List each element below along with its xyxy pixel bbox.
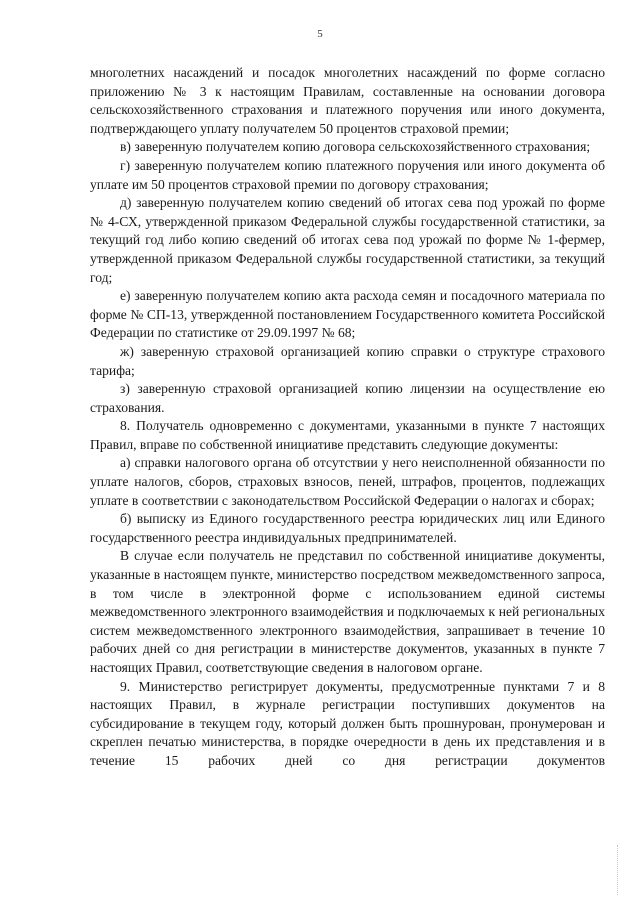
list-item-z: з) заверенную страховой организацией копию лицензии на осуществление ею страхования. (90, 381, 605, 415)
clause-8: 8. Получатель одновременно с документами, указанными в пункте 7 настоящих Правил, вправе по собственной инициативе представить следующие документы: (90, 418, 605, 452)
list-item-e: е) заверенную получателем копию акта расхода семян и посадочного материала по форме № СП-13, утвержденной постановлением Государственного комитета Российской Федерации по статистике от 29.09.1997 № 68; (90, 288, 605, 341)
margin-dots (617, 845, 624, 895)
list-item-g: г) заверенную получателем копию платежного поручения или иного документа об уплате им 50 процентов страховой премии по договору страхования; (90, 157, 605, 192)
clause-9: 9. Министерство регистрирует документы, предусмотренные пунктами 7 и 8 настоящих Правил, в журнале регистрации поступивших документов на субсидирование в текущем году, который должен быть прошнурован, пронумерован и скреплен печатью министерства, в порядке очередности в день их представления и в течение 15 рабочих дней со дня регистрации документов (90, 678, 605, 768)
document-body (90, 64, 605, 771)
list-item-b: б) выписку из Единого государственного реестра юридических лиц или Единого государственного реестра индивидуальных предпринимателей. (90, 511, 605, 545)
list-item-v: в) заверенную получателем копию договора сельскохозяйственного страхования; (120, 139, 591, 155)
list-item-zh: ж) заверенную страховой организацией копию справки о структуре страхового тарифа; (90, 343, 605, 378)
list-item-a: а) справки налогового органа об отсутствии у него неисполненной обязанности по уплате налогов, сборов, страховых взносов, пеней, штрафов, процентов, подлежащих уплате в соответствии с законодательством Российской Федерации о налогах и сборах; (90, 455, 605, 508)
paragraph-continuation: многолетних насаждений и посадок многолетних насаждений по форме согласно приложению № 3 к настоящим Правилам, составленные на основании договора сельскохозяйственного страхования и платежного поручения или иного документа, подтверждающего уплату получателем 50 процентов страховой премии; (90, 65, 605, 136)
page-number: 5 (317, 28, 323, 40)
clause-8-note: В случае если получатель не представил по собственной инициативе документы, указанные в настоящем пункте, министерство посредством межведомственного запроса, в том числе в электронной форме с использованием единой системы межведомственного электронного взаимодействия и подключаемых к ней региональных систем межведомственного электронного взаимодействия, запрашивает в течение 10 рабочих дней со дня регистрации в министерстве документов, указанных в пункте 7 настоящих Правил, соответствующие сведения в налоговом органе. (90, 548, 605, 675)
list-item-d: д) заверенную получателем копию сведений об итогах сева под урожай по форме № 4-СХ, утвержденной приказом Федеральной службы государственной статистики, за текущий год либо копию сведений об итогах сева под урожай по форме № 1-фермер, утвержденной приказом Федеральной службы государственной статистики, за текущий год; (90, 195, 605, 285)
